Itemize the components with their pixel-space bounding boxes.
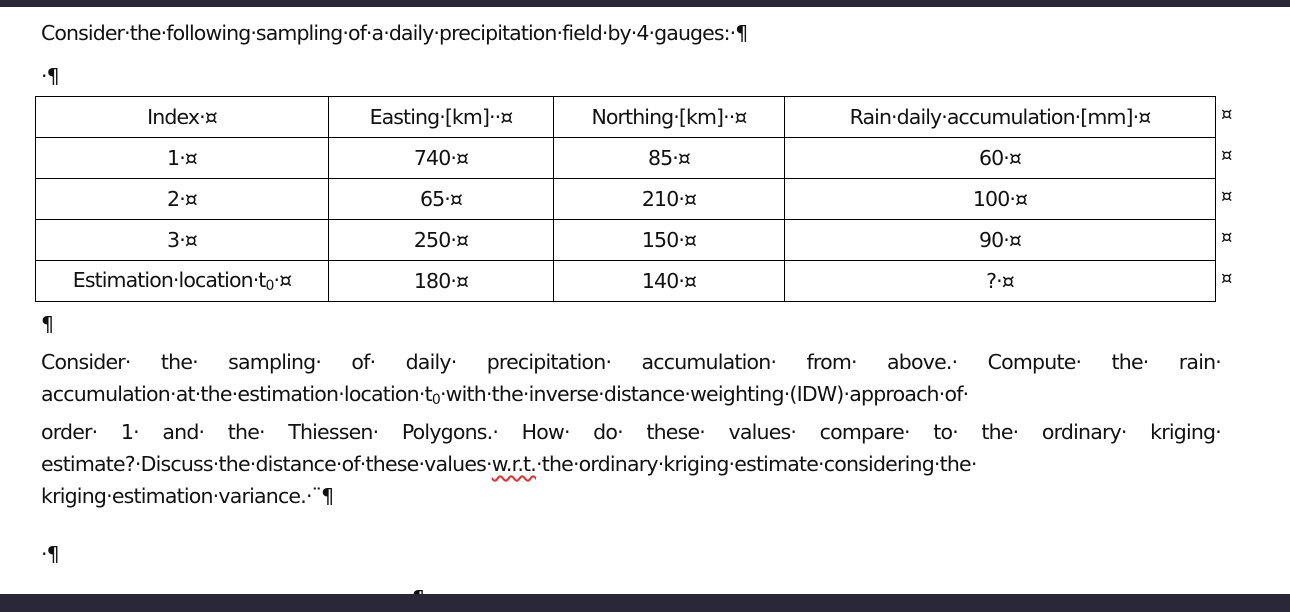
table-cell: 2·¤ (36, 179, 329, 220)
subscript: 0 (431, 392, 440, 408)
question-line (41, 378, 1221, 416)
header-rain: Rain·daily·accumulation·[mm]·¤ (785, 97, 1216, 138)
table-cell: ?·¤ (785, 261, 1216, 302)
table-cell-estimation-location (36, 261, 329, 302)
document-page[interactable] (0, 7, 1290, 594)
table-row (36, 261, 1216, 302)
table-cell: 740·¤ (329, 138, 554, 179)
table-cell: 140·¤ (554, 261, 785, 302)
gauge-table[interactable] (35, 96, 1216, 302)
table-row (36, 179, 1216, 220)
table-cell: 250·¤ (329, 220, 554, 261)
table-cell: 90·¤ (785, 220, 1216, 261)
table-cell: 60·¤ (785, 138, 1216, 179)
question-line: order· 1· and· the· Thiessen· Polygons.· How· do· these· values· compare· to· the· ordinary· kriging· (41, 420, 1221, 444)
subscript: 0 (265, 278, 274, 294)
header-northing: Northing·[km]··¤ (554, 97, 785, 138)
row-end-mark: ¤ (1221, 227, 1233, 248)
window-bottom-bar (0, 594, 1290, 609)
question-line: Consider· the· sampling· of· daily· precipitation· accumulation· from· above.· Compute· the· rain· (41, 350, 1221, 374)
empty-paragraph: ·¶ (41, 542, 59, 566)
cell-end-mark: ·¤ (273, 268, 292, 292)
table-cell: 85·¤ (554, 138, 785, 179)
table-cell: 100·¤ (785, 179, 1216, 220)
row-end-mark: ¤ (1221, 104, 1233, 125)
text-run: accumulation·at·the·estimation·location·t (41, 382, 432, 406)
table-row (36, 220, 1216, 261)
row-end-mark: ¤ (1221, 268, 1233, 289)
header-easting: Easting·[km]··¤ (329, 97, 554, 138)
table-cell: 210·¤ (554, 179, 785, 220)
text-run: ·the·ordinary·kriging·estimate·considering·the· (536, 452, 977, 476)
table-row (36, 138, 1216, 179)
row-end-mark: ¤ (1221, 145, 1233, 166)
window-top-bar (0, 0, 1290, 7)
row-end-mark: ¤ (1221, 186, 1233, 207)
text-run: ·with·the·inverse·distance·weighting·(IDW)·approach·of· (439, 382, 969, 406)
question-line: kriging·estimation·variance.·¨¶ (41, 484, 334, 508)
question-paragraph (41, 346, 1221, 512)
estimation-label: Estimation·location·t (72, 268, 266, 292)
spelling-error[interactable]: w.r.t. (491, 452, 536, 476)
table-header-row (36, 97, 1216, 138)
empty-paragraph: ¶ (41, 312, 54, 336)
text-run: estimate?·Discuss·the·distance·of·these·values· (41, 452, 492, 476)
intro-text: Consider·the·following·sampling·of·a·daily·precipitation·field·by·4·gauges:·¶ (41, 21, 748, 45)
table-cell: 180·¤ (329, 261, 554, 302)
empty-paragraph: ·¶ (41, 64, 59, 88)
question-line (41, 448, 1221, 480)
table-cell: 1·¤ (36, 138, 329, 179)
table-cell: 3·¤ (36, 220, 329, 261)
header-index: Index·¤ (36, 97, 329, 138)
table-cell: 150·¤ (554, 220, 785, 261)
table-cell: 65·¤ (329, 179, 554, 220)
